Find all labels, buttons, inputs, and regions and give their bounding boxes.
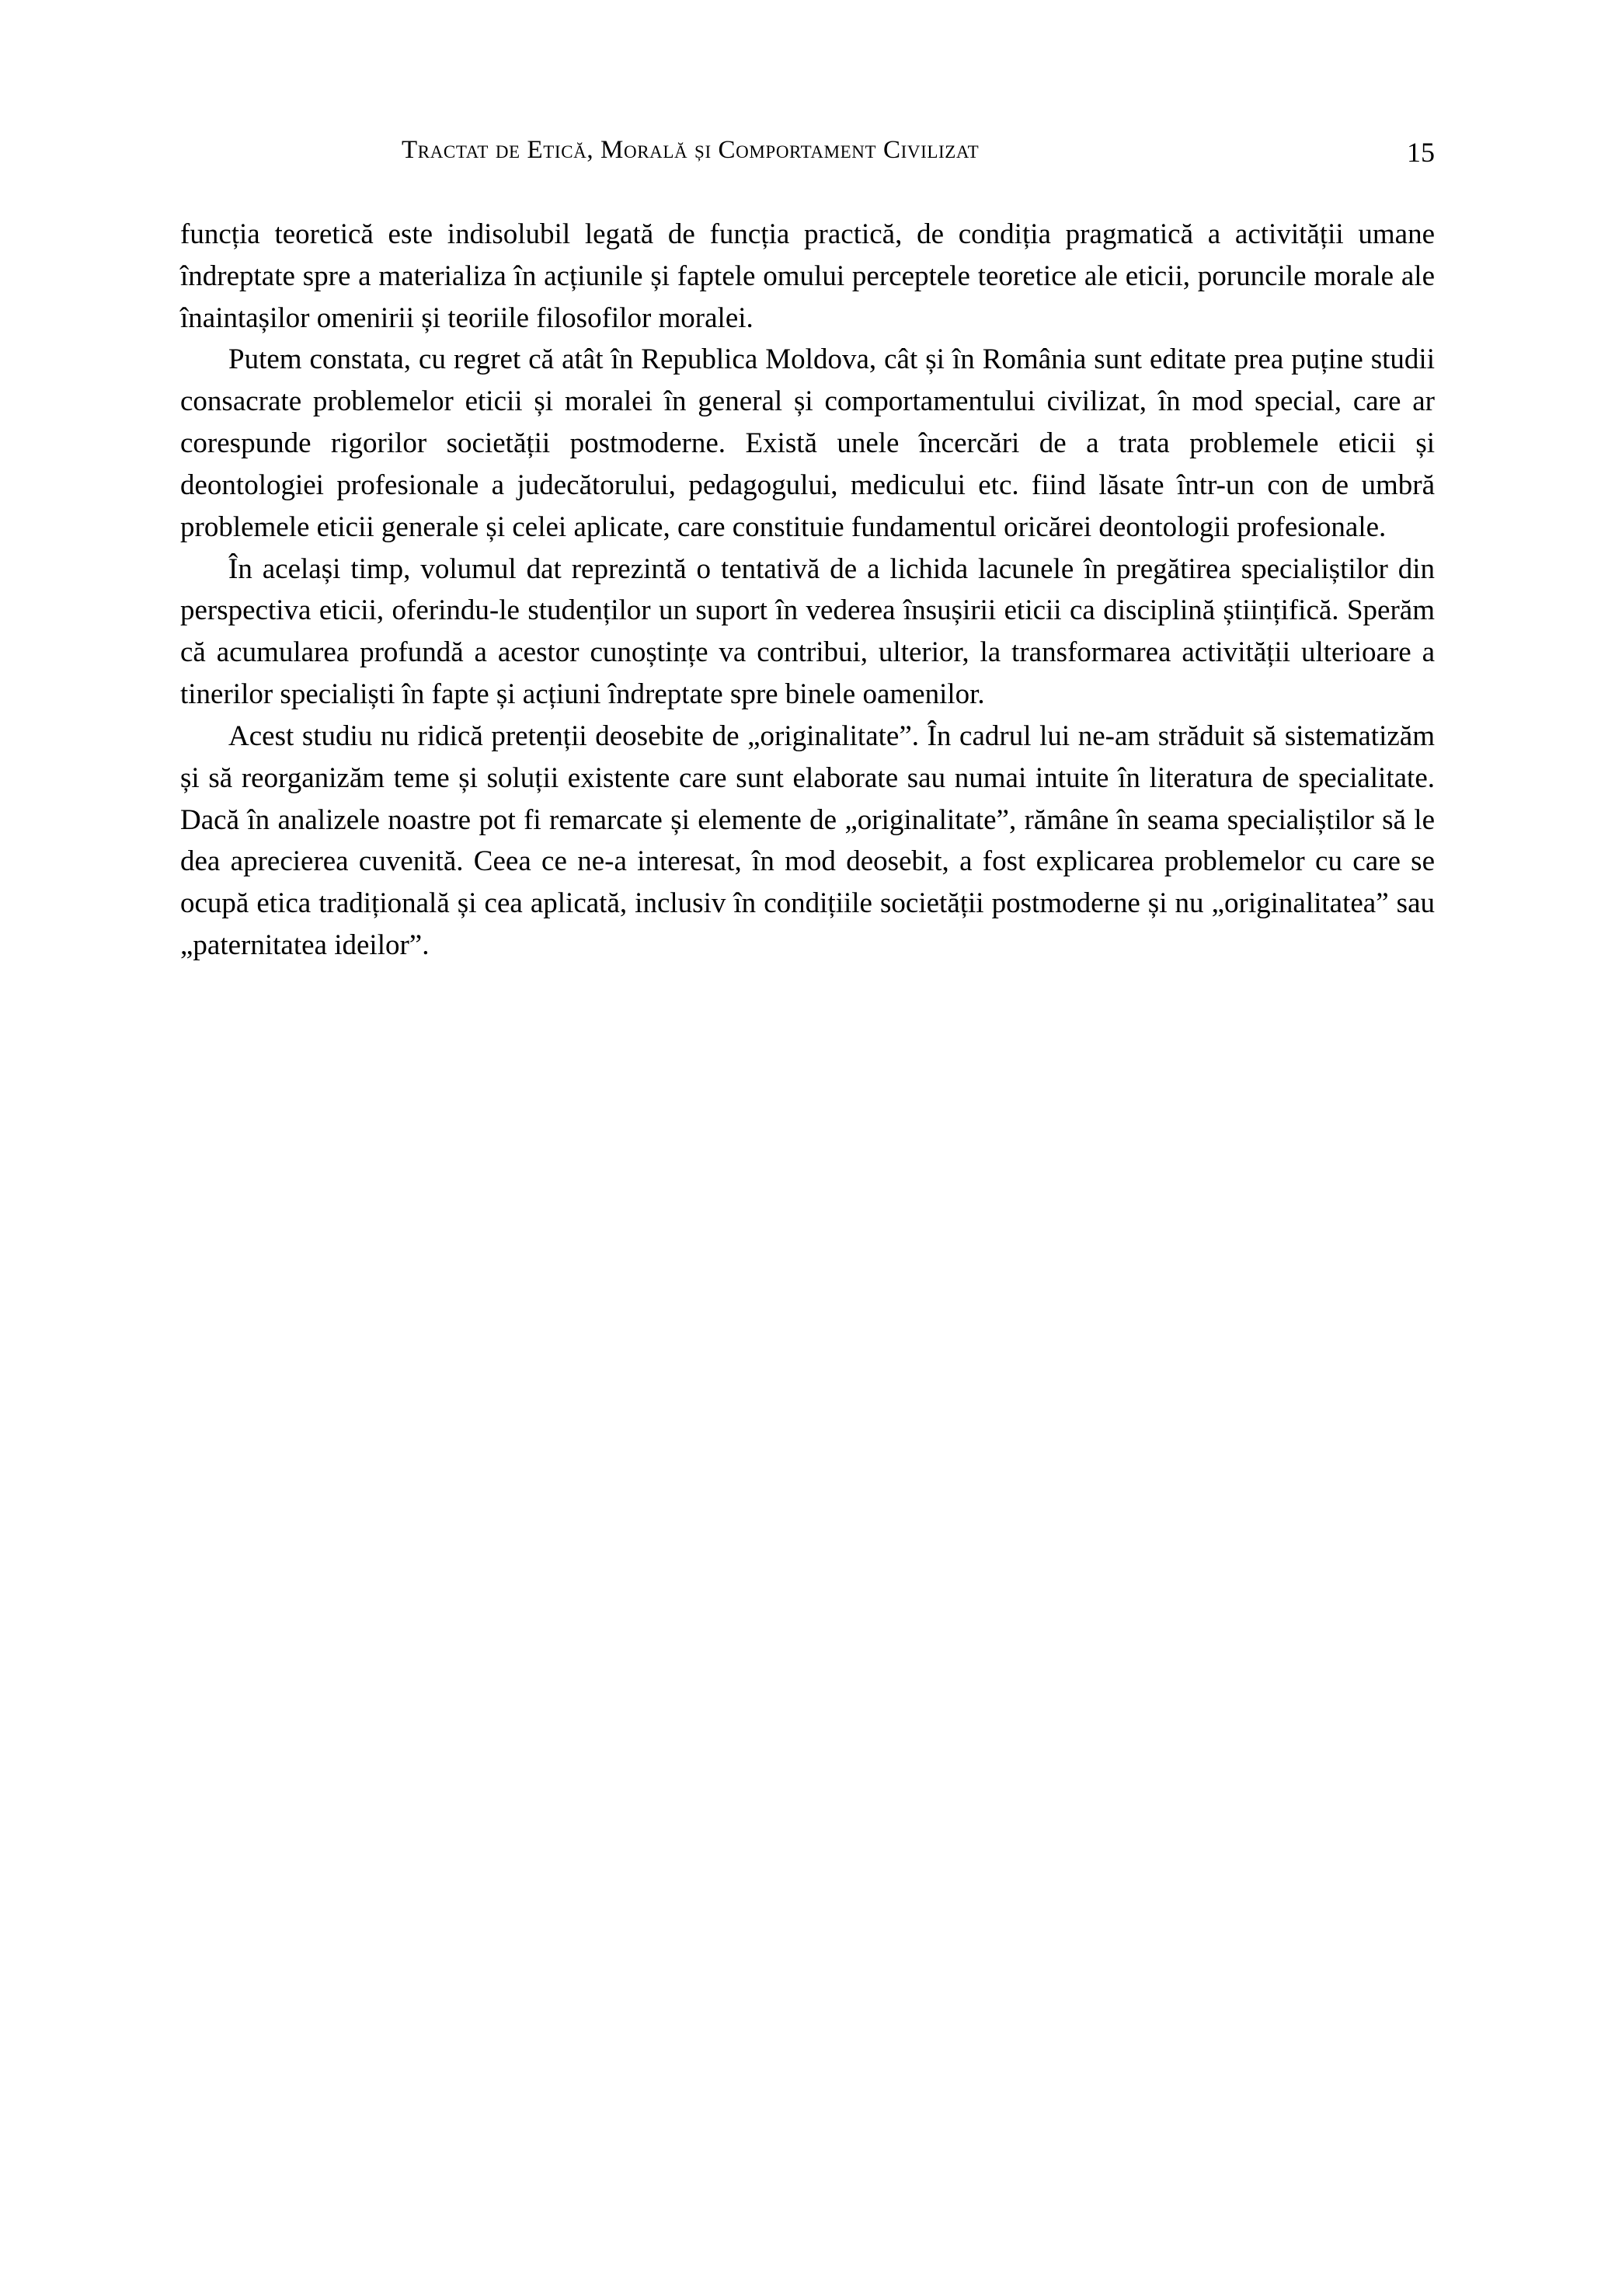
page-content xyxy=(180,136,1435,967)
paragraph: Acest studiu nu ridică pretenții deosebite de „originalitate”. În cadrul lui ne-am străduit să sistematizăm și să reorganizăm teme și soluții existente care sunt elaborate sau numai intuite în literatura de specialitate. Dacă în analizele noastre pot fi remarcate și elemente de „originalitate”, rămâne în seama specialiștilor să le dea aprecierea cuvenită. Ceea ce ne-a interesat, în mod deosebit, a fost explicarea problemelor cu care se ocupă etica tradițională și cea aplicată, inclusiv în condițiile societății postmoderne și nu „originalitatea” sau „paternitatea ideilor”. xyxy=(180,719,1435,962)
page-number: 15 xyxy=(1407,137,1435,168)
paragraph: În același timp, volumul dat reprezintă o tentativă de a lichida lacunele în pregătirea specialiștilor din perspectiva eticii, oferindu-le studenților un suport în vederea însușirii eticii ca disciplină științifică. Sperăm că acumularea profundă a acestor cunoștințe va contribui, ulterior, la transformarea activității ulterioare a tinerilor specialiști în fapte și acțiuni îndreptate spre binele oamenilor. xyxy=(180,552,1435,711)
body-text xyxy=(180,214,1435,967)
paragraph: Putem constata, cu regret că atât în Republica Moldova, cât și în România sunt editate prea puține studii consacrate problemelor eticii și moralei în general și comportamentului civilizat, în mod special, care ar corespunde rigorilor societății postmoderne. Există unele încercări de a trata problemele eticii și deontologiei profesionale a judecătorului, pedagogului, medicului etc. fiind lăsate într-un con de umbră problemele eticii generale și celei aplicate, care constituie fundamentul oricărei deontologii profesionale. xyxy=(180,343,1435,543)
running-head-title: Tractat de Etică, Morală și Comportament Civilizat xyxy=(402,136,980,164)
paragraph: funcția teoretică este indisolubil legată de funcția practică, de condiția pragmatică a activității umane îndreptate spre a materializa în acțiunile și faptele omului perceptele teoretice ale eticii, poruncile morale ale înaintașilor omenirii și teoriile filosofilor moralei. xyxy=(180,218,1435,334)
running-head xyxy=(180,136,1435,183)
